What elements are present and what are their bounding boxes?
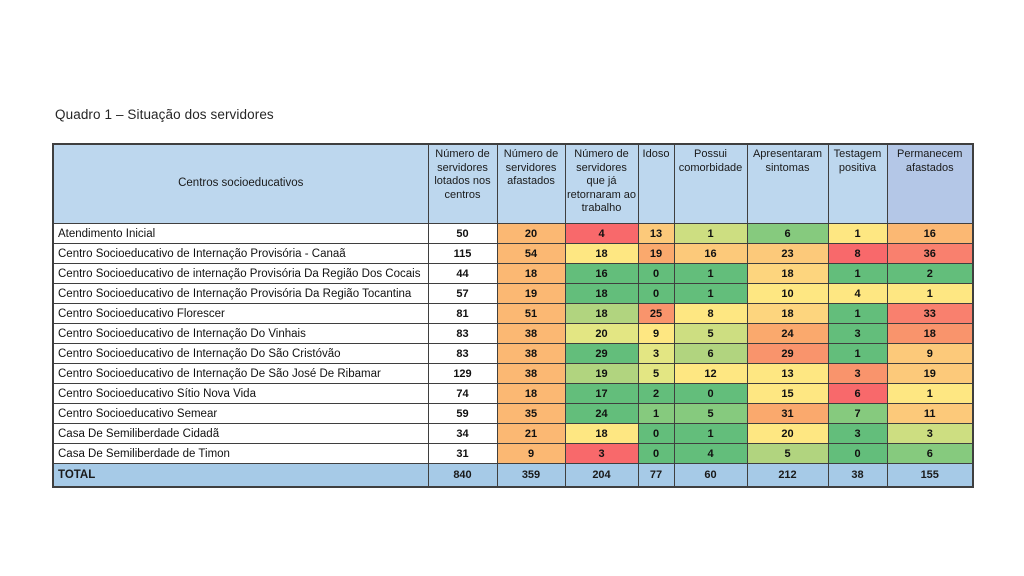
table-cell: 19 — [497, 284, 565, 304]
table-cell: 18 — [565, 284, 638, 304]
table-cell: 18 — [747, 304, 828, 324]
table-cell: 16 — [887, 224, 973, 244]
table-cell: 1 — [828, 224, 887, 244]
table-cell: 5 — [747, 444, 828, 464]
table-cell: 31 — [747, 404, 828, 424]
table-cell: 57 — [428, 284, 497, 304]
row-label: Atendimento Inicial — [53, 224, 428, 244]
table-cell: 16 — [674, 244, 747, 264]
column-header: Permanecem afastados — [887, 144, 973, 224]
table-cell: 6 — [828, 384, 887, 404]
row-label: Centro Socioeducativo de Internação Do Vinhais — [53, 324, 428, 344]
table-cell: 129 — [428, 364, 497, 384]
table-row — [53, 404, 973, 424]
table-cell: 23 — [747, 244, 828, 264]
table-cell: 1 — [828, 264, 887, 284]
row-label: Centro Socioeducativo Sítio Nova Vida — [53, 384, 428, 404]
table-cell: 5 — [638, 364, 674, 384]
table-cell: 3 — [828, 364, 887, 384]
table-cell: 0 — [638, 444, 674, 464]
table-row — [53, 364, 973, 384]
row-label: Centro Socioeducativo de Internação Provisória Da Região Tocantina — [53, 284, 428, 304]
servidores-table — [52, 143, 974, 488]
column-header: Possui comorbidade — [674, 144, 747, 224]
table-cell: 59 — [428, 404, 497, 424]
column-header: Apresentaram sintomas — [747, 144, 828, 224]
table-cell: 3 — [828, 324, 887, 344]
table-cell: 1 — [674, 424, 747, 444]
total-cell: 212 — [747, 464, 828, 487]
table-cell: 18 — [565, 244, 638, 264]
table-cell: 19 — [638, 244, 674, 264]
total-cell: 155 — [887, 464, 973, 487]
column-header: Número de servidores que já retornaram ao trabalho — [565, 144, 638, 224]
table-row — [53, 304, 973, 324]
table-cell: 35 — [497, 404, 565, 424]
table-cell: 7 — [828, 404, 887, 424]
total-cell: 840 — [428, 464, 497, 487]
table-cell: 3 — [638, 344, 674, 364]
table-cell: 25 — [638, 304, 674, 324]
row-label: Centro Socioeducativo de internação Provisória Da Região Dos Cocais — [53, 264, 428, 284]
table-row — [53, 284, 973, 304]
table-cell: 0 — [674, 384, 747, 404]
table-cell: 0 — [828, 444, 887, 464]
table-cell: 0 — [638, 264, 674, 284]
table-cell: 3 — [887, 424, 973, 444]
table-cell: 83 — [428, 324, 497, 344]
table-cell: 8 — [674, 304, 747, 324]
table-cell: 50 — [428, 224, 497, 244]
row-label: Centro Socioeducativo Semear — [53, 404, 428, 424]
table-cell: 6 — [674, 344, 747, 364]
table-title: Quadro 1 – Situação dos servidores — [55, 107, 274, 122]
table-cell: 34 — [428, 424, 497, 444]
table-cell: 29 — [747, 344, 828, 364]
table-body — [53, 224, 973, 464]
table-cell: 54 — [497, 244, 565, 264]
table-cell: 9 — [887, 344, 973, 364]
table-cell: 15 — [747, 384, 828, 404]
table-cell: 20 — [747, 424, 828, 444]
table-cell: 9 — [638, 324, 674, 344]
row-label: Centro Socioeducativo Florescer — [53, 304, 428, 324]
column-header: Idoso — [638, 144, 674, 224]
table-cell: 9 — [497, 444, 565, 464]
table-cell: 83 — [428, 344, 497, 364]
total-label: TOTAL — [53, 464, 428, 487]
table-row — [53, 384, 973, 404]
table-cell: 17 — [565, 384, 638, 404]
table-cell: 31 — [428, 444, 497, 464]
table-cell: 20 — [565, 324, 638, 344]
table-cell: 0 — [638, 284, 674, 304]
table-row — [53, 444, 973, 464]
table-cell: 3 — [565, 444, 638, 464]
table-row — [53, 224, 973, 244]
table-cell: 38 — [497, 344, 565, 364]
table-cell: 38 — [497, 364, 565, 384]
table-cell: 24 — [747, 324, 828, 344]
table-row — [53, 264, 973, 284]
table-cell: 18 — [565, 304, 638, 324]
table-row — [53, 244, 973, 264]
table-cell: 51 — [497, 304, 565, 324]
table-cell: 4 — [828, 284, 887, 304]
table-cell: 21 — [497, 424, 565, 444]
table-cell: 10 — [747, 284, 828, 304]
row-label: Centro Socioeducativo de Internação De São José De Ribamar — [53, 364, 428, 384]
table-cell: 1 — [674, 284, 747, 304]
table-cell: 13 — [747, 364, 828, 384]
total-cell: 204 — [565, 464, 638, 487]
table-cell: 6 — [887, 444, 973, 464]
column-header: Centros socioeducativos — [53, 144, 428, 224]
table-cell: 1 — [674, 264, 747, 284]
table-row — [53, 344, 973, 364]
table-cell: 20 — [497, 224, 565, 244]
table-cell: 16 — [565, 264, 638, 284]
table-cell: 1 — [828, 304, 887, 324]
table-cell: 1 — [887, 384, 973, 404]
table-cell: 36 — [887, 244, 973, 264]
header-row — [53, 144, 973, 224]
column-header: Número de servidores afastados — [497, 144, 565, 224]
table-cell: 24 — [565, 404, 638, 424]
table-cell: 12 — [674, 364, 747, 384]
table-cell: 18 — [565, 424, 638, 444]
table-cell: 2 — [638, 384, 674, 404]
table-cell: 1 — [674, 224, 747, 244]
table-cell: 19 — [887, 364, 973, 384]
column-header: Número de servidores lotados nos centros — [428, 144, 497, 224]
table-cell: 11 — [887, 404, 973, 424]
table-cell: 18 — [497, 264, 565, 284]
table-cell: 29 — [565, 344, 638, 364]
table-cell: 19 — [565, 364, 638, 384]
row-label: Centro Socioeducativo de Internação Do São Cristóvão — [53, 344, 428, 364]
row-label: Casa De Semiliberdade de Timon — [53, 444, 428, 464]
total-cell: 38 — [828, 464, 887, 487]
table-row — [53, 424, 973, 444]
row-label: Centro Socioeducativo de Internação Provisória - Canaã — [53, 244, 428, 264]
table-cell: 115 — [428, 244, 497, 264]
table-cell: 0 — [638, 424, 674, 444]
table-cell: 18 — [497, 384, 565, 404]
table-cell: 38 — [497, 324, 565, 344]
table-cell: 3 — [828, 424, 887, 444]
row-label: Casa De Semiliberdade Cidadã — [53, 424, 428, 444]
table-cell: 1 — [828, 344, 887, 364]
table-cell: 1 — [887, 284, 973, 304]
total-cell: 77 — [638, 464, 674, 487]
table-row — [53, 324, 973, 344]
total-cell: 60 — [674, 464, 747, 487]
column-header: Testagem positiva — [828, 144, 887, 224]
table-cell: 8 — [828, 244, 887, 264]
total-row — [53, 464, 973, 487]
table-cell: 44 — [428, 264, 497, 284]
table-cell: 81 — [428, 304, 497, 324]
table-cell: 4 — [674, 444, 747, 464]
table-cell: 1 — [638, 404, 674, 424]
table-cell: 5 — [674, 324, 747, 344]
table-cell: 18 — [747, 264, 828, 284]
total-cell: 359 — [497, 464, 565, 487]
table-cell: 2 — [887, 264, 973, 284]
table-cell: 33 — [887, 304, 973, 324]
table-cell: 4 — [565, 224, 638, 244]
table-cell: 18 — [887, 324, 973, 344]
table-cell: 13 — [638, 224, 674, 244]
table-cell: 5 — [674, 404, 747, 424]
table-cell: 6 — [747, 224, 828, 244]
table-cell: 74 — [428, 384, 497, 404]
